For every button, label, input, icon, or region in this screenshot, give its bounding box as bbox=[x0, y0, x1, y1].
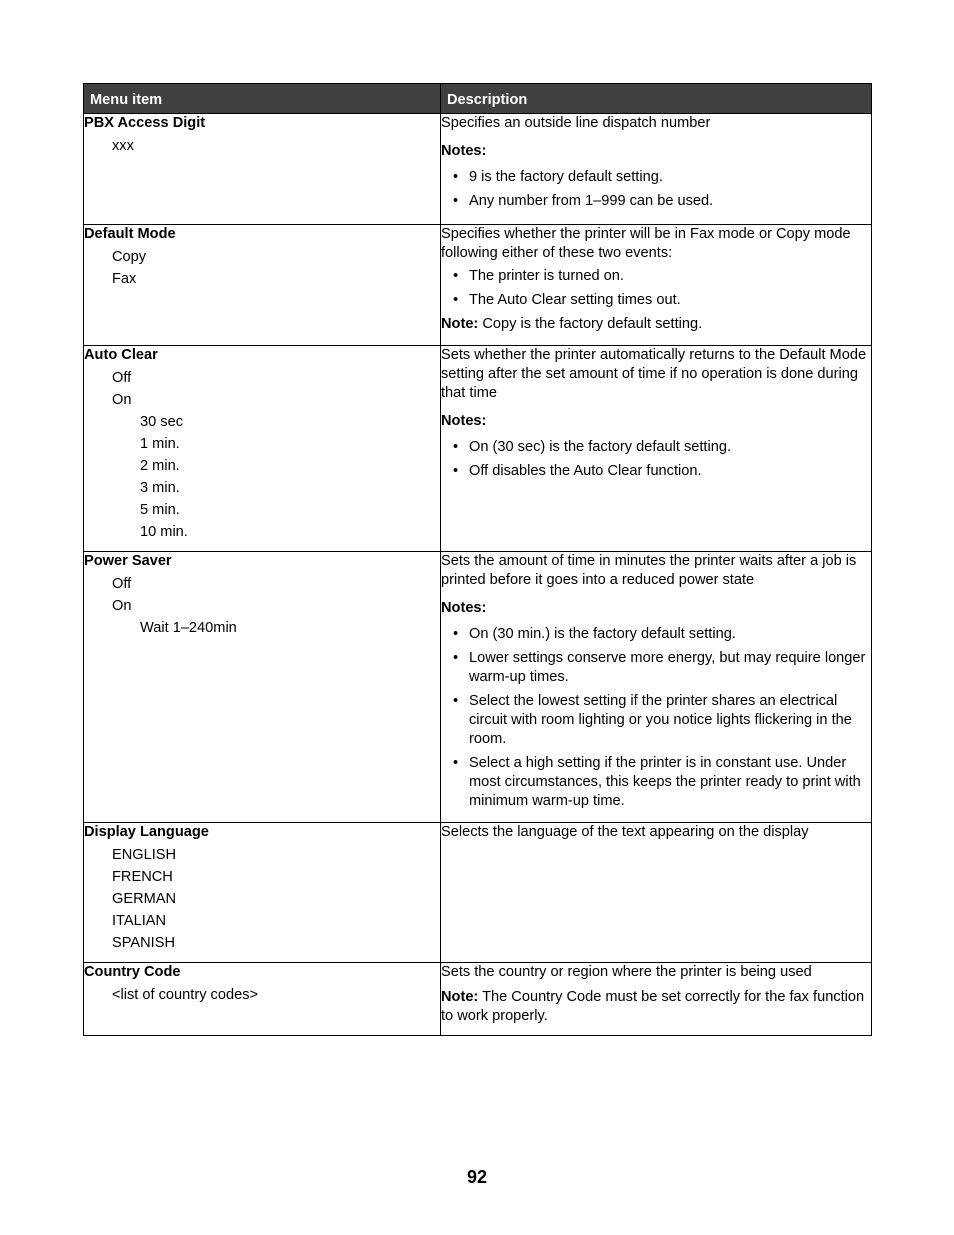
note-bullet: • Select the lowest setting if the printer shares an electrical circuit with room lighting or you notice lights flickering in the room. bbox=[441, 692, 871, 749]
note-text: Copy is the factory default setting. bbox=[482, 316, 703, 332]
description-cell bbox=[441, 823, 872, 963]
menu-item-cell bbox=[84, 225, 441, 346]
table-row bbox=[84, 823, 872, 963]
menu-option: SPANISH bbox=[112, 935, 175, 951]
note-bullet: • Off disables the Auto Clear function. bbox=[441, 462, 871, 481]
notes-label: Notes: bbox=[441, 143, 487, 159]
description-cell bbox=[441, 963, 872, 1036]
menu-option: xxx bbox=[112, 138, 134, 154]
menu-item-cell bbox=[84, 552, 441, 823]
menu-item-cell bbox=[84, 114, 441, 225]
menu-settings-table bbox=[83, 83, 872, 1036]
menu-item-title: Default Mode bbox=[84, 226, 176, 242]
note-label: Note: bbox=[441, 316, 479, 332]
description-text: Specifies an outside line dispatch number bbox=[441, 115, 711, 131]
menu-suboption: Wait 1–240min bbox=[140, 620, 237, 636]
menu-option: On bbox=[112, 392, 132, 408]
description-cell bbox=[441, 114, 872, 225]
note-bullet: • The printer is turned on. bbox=[441, 267, 871, 286]
description-text: Sets the country or region where the printer is being used bbox=[441, 964, 812, 980]
menu-option: FRENCH bbox=[112, 869, 173, 885]
description-text: Selects the language of the text appearing on the display bbox=[441, 824, 809, 840]
menu-item-title: PBX Access Digit bbox=[84, 115, 206, 131]
note-bullet: • Lower settings conserve more energy, but may require longer warm-up times. bbox=[441, 649, 871, 687]
menu-item-title: Display Language bbox=[84, 824, 209, 840]
note-bullet: • The Auto Clear setting times out. bbox=[441, 291, 871, 310]
table-row bbox=[84, 114, 872, 225]
note-line bbox=[441, 988, 871, 1026]
note-bullet: • On (30 min.) is the factory default setting. bbox=[441, 625, 871, 644]
menu-suboption: 1 min. bbox=[140, 436, 180, 452]
table-row bbox=[84, 552, 872, 823]
notes-list bbox=[441, 625, 871, 811]
menu-suboption: 5 min. bbox=[140, 502, 180, 518]
note-bullet: • On (30 sec) is the factory default setting. bbox=[441, 438, 871, 457]
description-cell bbox=[441, 346, 872, 552]
description-text: Sets whether the printer automatically returns to the Default Mode setting after the set amount of time if no operation is done during that time bbox=[441, 347, 867, 401]
note-bullet: • Select a high setting if the printer is in constant use. Under most circumstances, this keeps the printer ready to print with minimum warm-up time. bbox=[441, 754, 871, 811]
note-bullet: • Any number from 1–999 can be used. bbox=[441, 192, 871, 211]
notes-list bbox=[441, 267, 871, 310]
menu-option: On bbox=[112, 598, 132, 614]
menu-suboption: 10 min. bbox=[140, 524, 188, 540]
note-text: The Country Code must be set correctly for the fax function to work properly. bbox=[441, 989, 865, 1024]
notes-list bbox=[441, 438, 871, 481]
menu-item-cell bbox=[84, 823, 441, 963]
description-cell bbox=[441, 225, 872, 346]
menu-option: GERMAN bbox=[112, 891, 177, 907]
menu-suboption: 30 sec bbox=[140, 414, 183, 430]
note-line bbox=[441, 315, 871, 334]
description-cell bbox=[441, 552, 872, 823]
menu-suboption: 3 min. bbox=[140, 480, 180, 496]
menu-option: ITALIAN bbox=[112, 913, 167, 929]
menu-item-title: Power Saver bbox=[84, 553, 172, 569]
notes-label: Notes: bbox=[441, 600, 487, 616]
menu-option: ENGLISH bbox=[112, 847, 177, 863]
menu-option: Copy bbox=[112, 249, 147, 265]
note-label: Note: bbox=[441, 989, 479, 1005]
menu-option: Off bbox=[112, 576, 132, 592]
description-text: Sets the amount of time in minutes the printer waits after a job is printed before it goes into a reduced power state bbox=[441, 553, 857, 588]
menu-item-cell bbox=[84, 963, 441, 1036]
menu-item-title: Country Code bbox=[84, 964, 181, 980]
menu-item-cell bbox=[84, 346, 441, 552]
description-text: Specifies whether the printer will be in Fax mode or Copy mode following either of these two events: bbox=[441, 226, 851, 261]
table-row bbox=[84, 346, 872, 552]
note-bullet: • 9 is the factory default setting. bbox=[441, 168, 871, 187]
menu-option: Fax bbox=[112, 271, 137, 287]
table-row bbox=[84, 225, 872, 346]
header-description: Description bbox=[441, 84, 872, 114]
table-row bbox=[84, 963, 872, 1036]
menu-suboption: 2 min. bbox=[140, 458, 180, 474]
page-number: 92 bbox=[466, 1167, 488, 1187]
menu-item-title: Auto Clear bbox=[84, 347, 158, 363]
menu-option: <list of country codes> bbox=[112, 987, 259, 1003]
menu-option: Off bbox=[112, 370, 132, 386]
table-header-row bbox=[84, 84, 872, 114]
notes-list bbox=[441, 168, 871, 211]
header-menu-item: Menu item bbox=[84, 84, 441, 114]
notes-label: Notes: bbox=[441, 413, 487, 429]
